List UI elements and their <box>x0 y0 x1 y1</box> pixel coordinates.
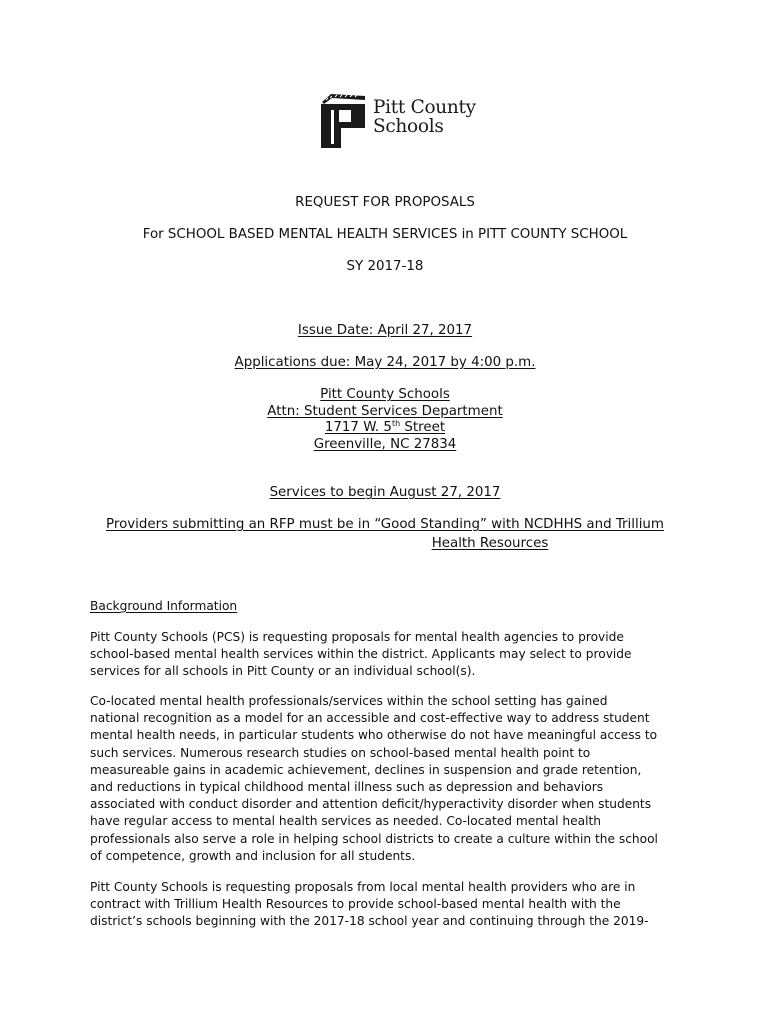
book-p-icon <box>319 92 367 150</box>
paragraph-line: such services. Numerous research studies on school-based mental health point to <box>90 745 591 760</box>
address-line4: Greenville, NC 27834 <box>313 436 457 452</box>
paragraph-line: Pitt County Schools is requesting proposals from local mental health providers who are in <box>90 880 636 894</box>
paragraph-line: of competence, growth and inclusion for all students. <box>90 848 416 863</box>
applications-due: Applications due: May 24, 2017 by 4:00 p.m. <box>234 355 536 370</box>
address-line3-post: Street <box>400 420 446 436</box>
logo-name-line2: Schools <box>373 116 444 137</box>
document-subtitle: For SCHOOL BASED MENTAL HEALTH SERVICES in PITT COUNTY SCHOOL <box>142 227 628 242</box>
paragraph-line: Co-located mental health professionals/services within the school setting has gained <box>90 694 608 708</box>
paragraph-line: have regular access to mental health services as needed. Co-located mental health <box>90 814 602 829</box>
paragraph-line: Pitt County Schools (PCS) is requesting proposals for mental health agencies to provide <box>90 630 624 644</box>
paragraph-line: mental health needs, in particular students who otherwise do not have meaningful access to <box>90 728 658 743</box>
services-begin-text: Services to begin August 27, 2017 <box>269 485 501 500</box>
providers-notice-line2 <box>105 536 770 552</box>
background-paragraph-2 <box>90 693 690 865</box>
address-line3-pre: 1717 W. 5 <box>324 420 392 436</box>
paragraph-line: contract with Trillium Health Resources to provide school-based mental health with the <box>90 897 621 912</box>
document-title: REQUEST FOR PROPOSALS <box>295 195 475 210</box>
paragraph-line: and reductions in typical childhood mental illness such as depression and behaviors <box>90 780 604 795</box>
paragraph-line: school-based mental health services within the district. Applicants may select to provide <box>90 647 632 662</box>
providers-notice-text2: Health Resources <box>431 536 549 551</box>
providers-notice-text1: Providers submitting an RFP must be in “Good Standing” with NCDHHS and Trillium <box>106 517 664 532</box>
paragraph-line: measureable gains in academic achievement, declines in suspension and grade retention, <box>90 762 642 777</box>
background-heading-text: Background Information <box>90 599 238 613</box>
providers-notice-line1 <box>0 517 770 533</box>
issue-date: Issue Date: April 27, 2017 <box>297 323 473 338</box>
background-paragraph-3 <box>90 879 690 931</box>
paragraph-line: national recognition as a model for an accessible and cost-effective way to address student <box>90 711 650 726</box>
services-begin <box>0 485 770 501</box>
logo-wordmark <box>373 98 476 136</box>
address-line3 <box>0 420 770 437</box>
school-year: SY 2017-18 <box>346 259 424 274</box>
address-line2: Attn: Student Services Department <box>267 403 503 419</box>
background-paragraph-1 <box>90 629 690 681</box>
pitt-county-schools-logo <box>319 92 489 150</box>
paragraph-line: associated with conduct disorder and attention deficit/hyperactivity disorder when students <box>90 797 652 812</box>
address-line3-sup: th <box>391 419 401 429</box>
logo-name-line1: Pitt County <box>373 97 476 118</box>
paragraph-line: district’s schools beginning with the 2017-18 school year and continuing through the 2019- <box>90 914 649 929</box>
background-heading <box>90 598 690 615</box>
mailing-address <box>0 387 770 453</box>
paragraph-line: professionals also serve a role in helping school districts to create a culture within the school <box>90 831 658 846</box>
paragraph-line: services for all schools in Pitt County or an individual school(s). <box>90 664 476 679</box>
address-line1: Pitt County Schools <box>320 387 450 402</box>
